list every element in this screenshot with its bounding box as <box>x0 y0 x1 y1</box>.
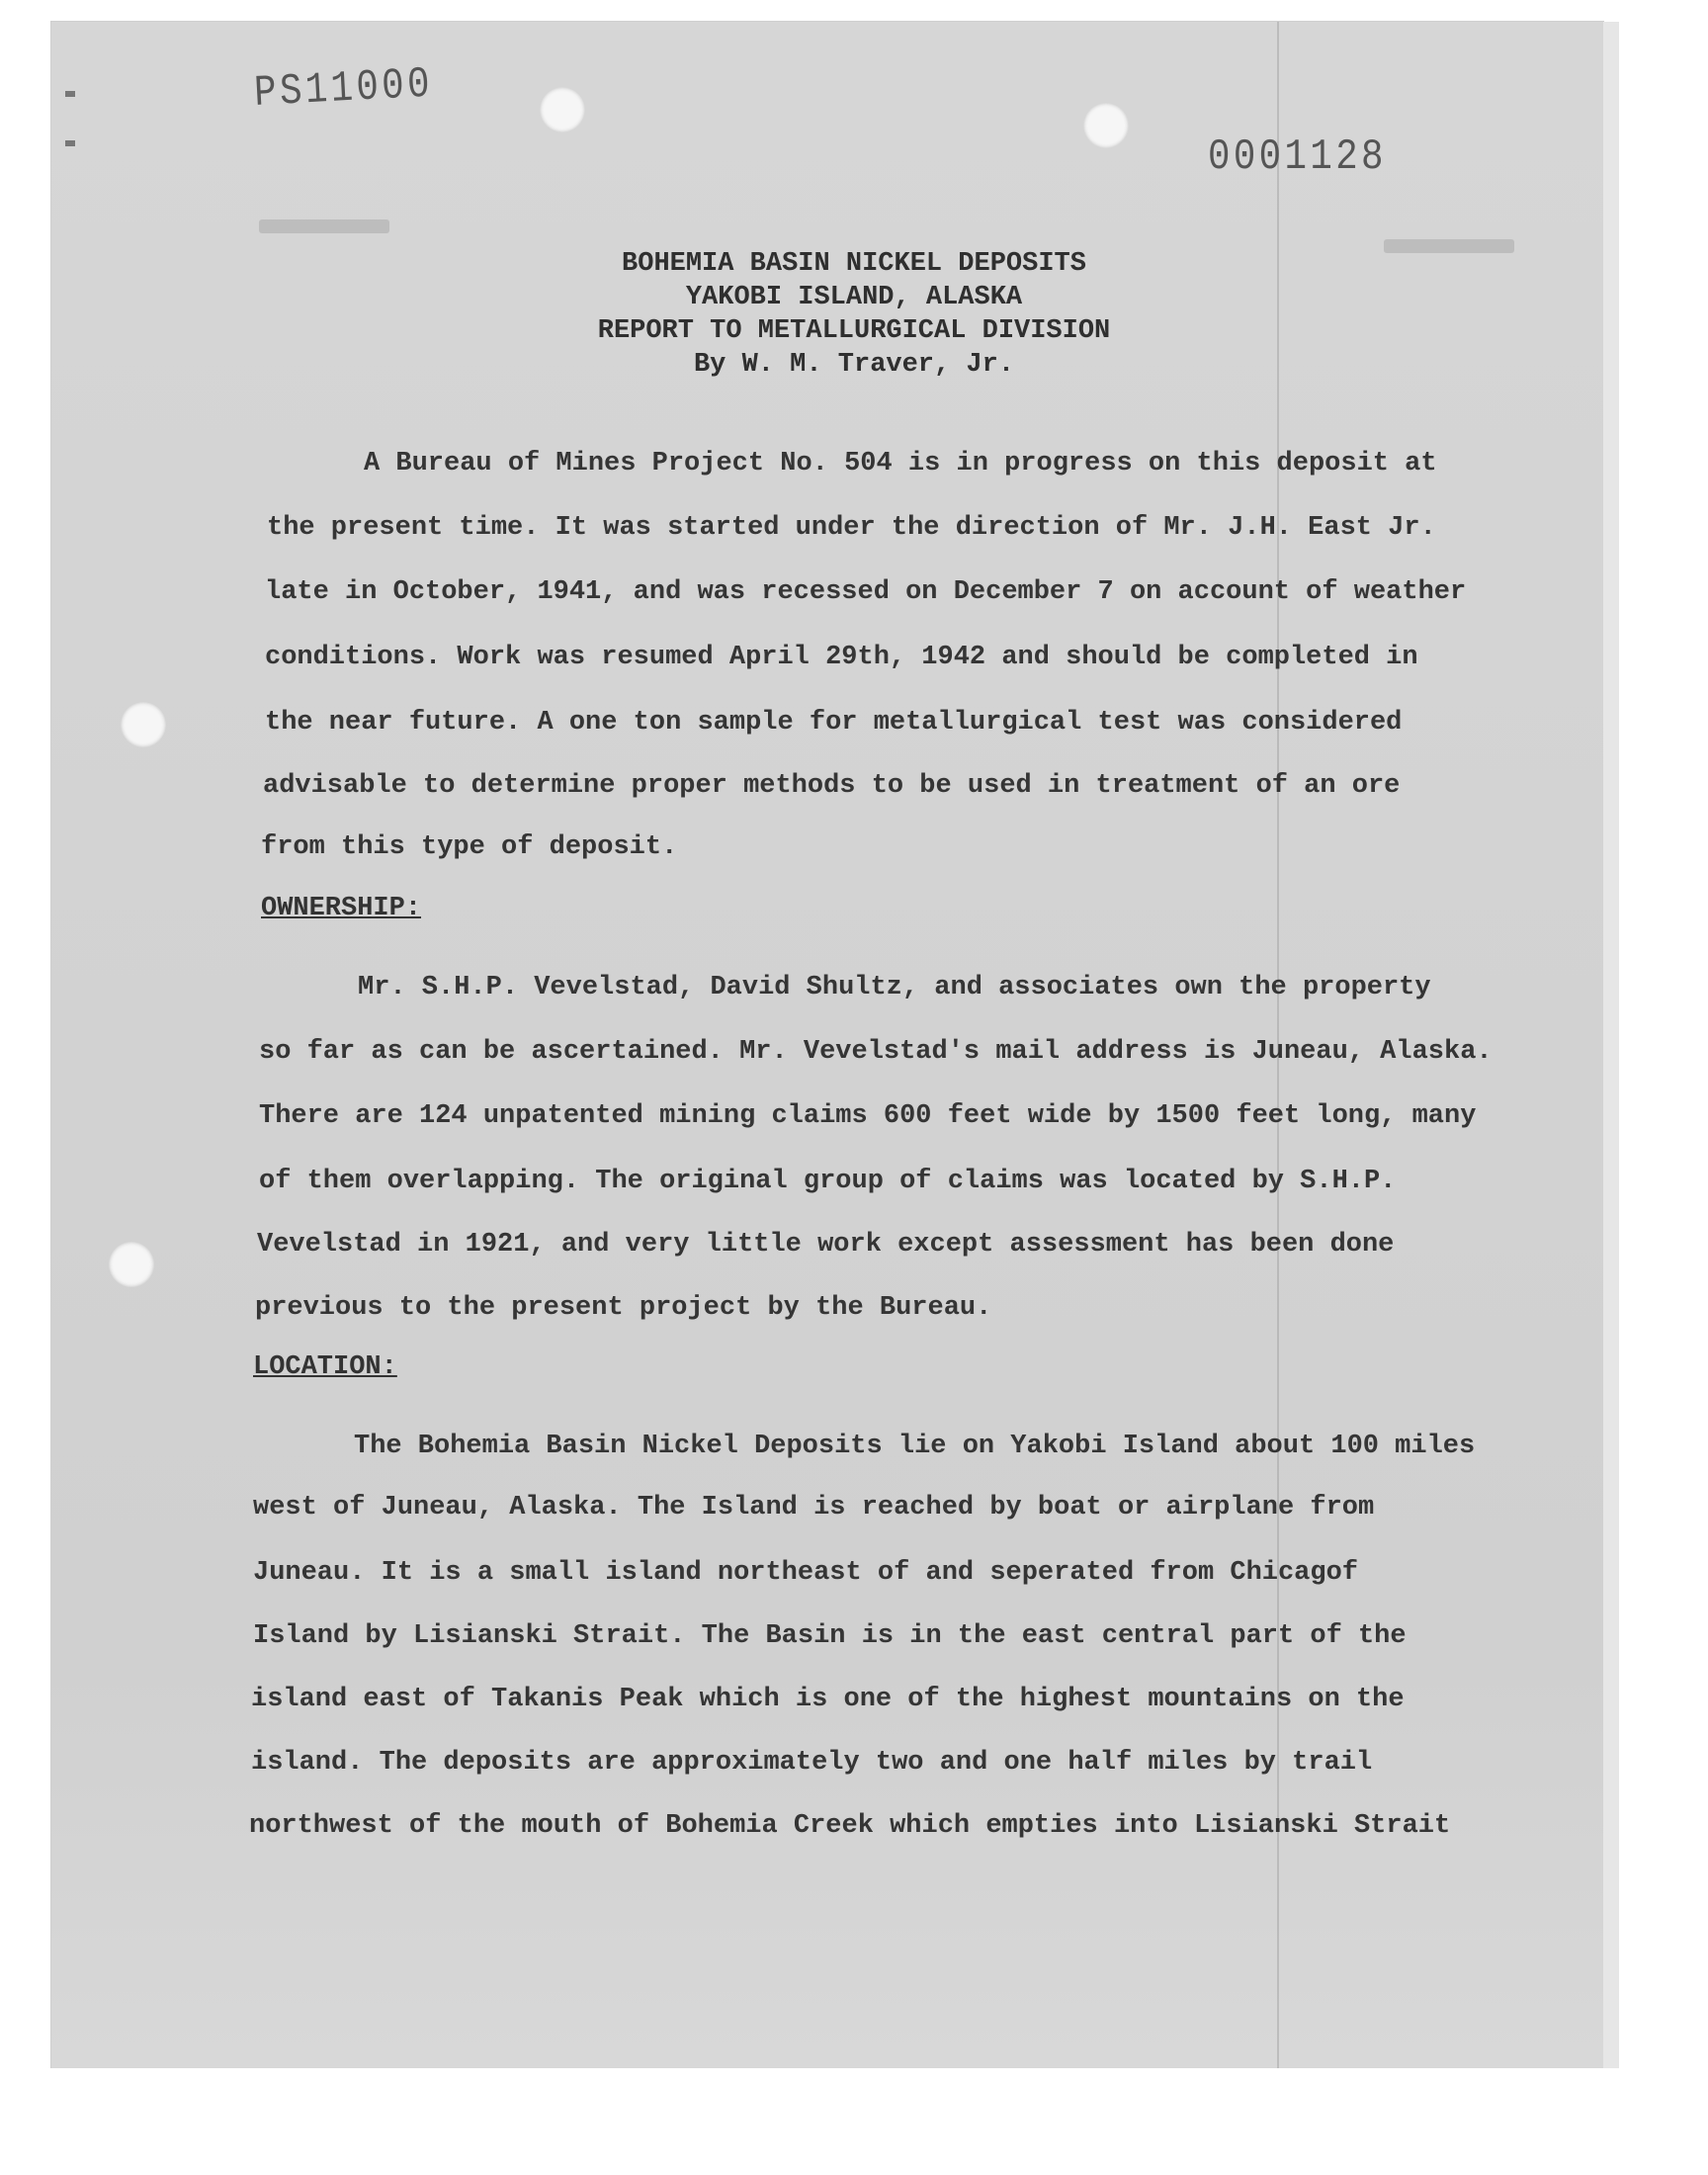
paragraph-line: advisable to determine proper methods to be used in treatment of an ore <box>263 771 1401 801</box>
scan-margin <box>0 2068 1708 2175</box>
paragraph-line: A Bureau of Mines Project No. 504 is in progress on this deposit at <box>364 449 1437 478</box>
paragraph-line: There are 124 unpatented mining claims 600 feet wide by 1500 feet long, many <box>259 1101 1477 1131</box>
section-heading-ownership: OWNERSHIP: <box>261 894 422 923</box>
paragraph-line: Vevelstad in 1921, and very little work except assessment has been done <box>257 1230 1395 1260</box>
page-number: 0001128 <box>1208 132 1387 182</box>
title-line: REPORT TO METALLURGICAL DIVISION <box>597 316 1111 346</box>
scan-speck <box>65 91 75 97</box>
paragraph-line: Island by Lisianski Strait. The Basin is in the east central part of the <box>253 1621 1407 1651</box>
smudge <box>259 219 389 233</box>
punch-hole <box>1083 103 1129 148</box>
punch-hole <box>540 87 585 132</box>
paragraph-line: northwest of the mouth of Bohemia Creek which empties into Lisianski Strait <box>249 1811 1451 1841</box>
section-heading-location: LOCATION: <box>253 1352 397 1382</box>
report-title <box>0 247 1708 382</box>
document-number: PS11000 <box>253 59 435 119</box>
paragraph-line: Mr. S.H.P. Vevelstad, David Shultz, and associates own the property <box>358 973 1431 1002</box>
paragraph-line: conditions. Work was resumed April 29th, 1942 and should be completed in <box>265 643 1418 672</box>
paragraph-line: the present time. It was started under the direction of Mr. J.H. East Jr. <box>267 513 1436 543</box>
paragraph-line: The Bohemia Basin Nickel Deposits lie on Yakobi Island about 100 miles <box>354 1432 1476 1461</box>
paragraph-line: Juneau. It is a small island northeast of and seperated from Chicagof <box>253 1558 1358 1588</box>
paragraph-line: from this type of deposit. <box>261 832 678 862</box>
paragraph-line: so far as can be ascertained. Mr. Vevelstad's mail address is Juneau, Alaska. <box>259 1037 1493 1067</box>
scan-speck <box>65 140 75 146</box>
paragraph-line: island east of Takanis Peak which is one of the highest mountains on the <box>251 1685 1405 1714</box>
paragraph-line: previous to the present project by the Bureau. <box>255 1293 992 1323</box>
punch-hole <box>109 1242 154 1287</box>
paragraph-line: west of Juneau, Alaska. The Island is reached by boat or airplane from <box>253 1493 1375 1522</box>
paragraph-line: island. The deposits are approximately two and one half miles by trail <box>251 1748 1373 1778</box>
author-line: By W. M. Traver, Jr. <box>693 350 1015 380</box>
paragraph-line: the near future. A one ton sample for metallurgical test was considered <box>265 708 1403 738</box>
title-line: BOHEMIA BASIN NICKEL DEPOSITS <box>622 249 1086 279</box>
paragraph-line: of them overlapping. The original group of claims was located by S.H.P. <box>259 1167 1397 1196</box>
paragraph-line: late in October, 1941, and was recessed on December 7 on account of weather <box>265 577 1467 607</box>
punch-hole <box>121 702 166 747</box>
title-line: YAKOBI ISLAND, ALASKA <box>685 283 1023 312</box>
